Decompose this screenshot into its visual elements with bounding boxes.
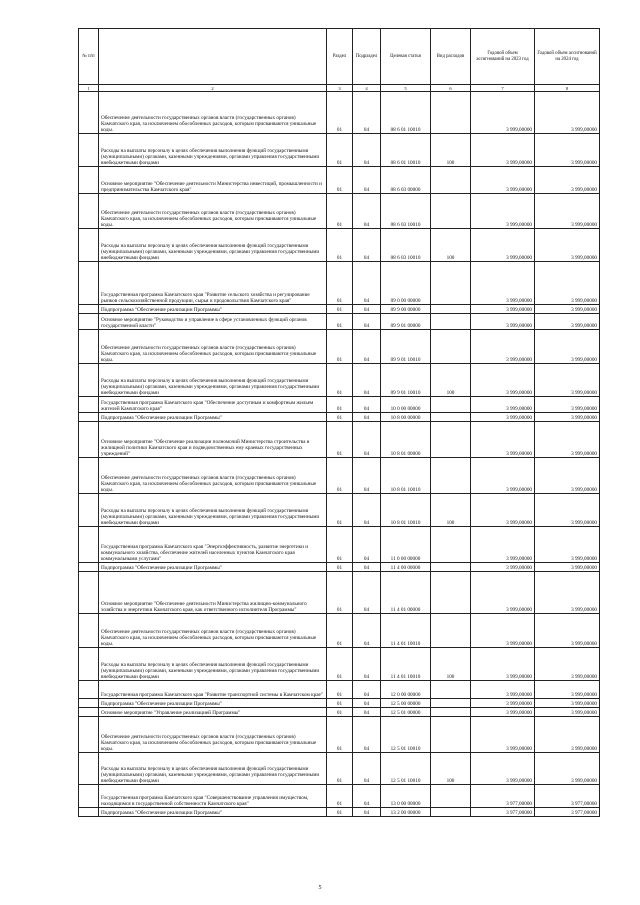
row-amount-2023: 3 999,00000 [471,262,535,305]
row-name: Расходы на выплаты персоналу в целях обеспечения выполнения функций государственными (муниципальными) органами, казенными учреждениями, органами управления государственными внебюджетными фондами [99,229,327,262]
column-number-row [79,85,600,92]
table-row [79,717,600,753]
row-expense-type [431,699,471,708]
row-num [79,330,99,364]
row-podrazdel: 04 [353,330,381,364]
column-number: 6 [431,85,471,92]
row-amount-2024: 3 999,00000 [535,648,600,681]
row-amount-2023: 3 999,00000 [471,614,535,648]
row-num [79,229,99,262]
row-podrazdel: 04 [353,314,381,330]
row-name: Подпрограмма "Обеспечение реализации Программы" [99,413,327,422]
row-podrazdel: 04 [353,681,381,699]
row-name: Подпрограмма "Обеспечение реализации Программы" [99,808,327,817]
row-expense-type: 100 [431,753,471,785]
row-podrazdel: 04 [353,708,381,717]
row-razdel: 01 [327,648,353,681]
column-number: 7 [471,85,535,92]
row-target-article: 09 0 00 00000 [381,262,431,305]
row-podrazdel: 04 [353,785,381,808]
column-number: 3 [327,85,353,92]
row-name: Государственная программа Камчатского края "Совершенствование управления имуществом, находящимся в государственной собственности Камчатского края" [99,785,327,808]
row-target-article: 11 4 01 10010 [381,648,431,681]
row-razdel: 01 [327,572,353,614]
row-num [79,413,99,422]
row-name: Обеспечение деятельности государственных органов власти (государственных органов) Камчатского края, за исключением обособленных расходов, которым присваиваются уникальные коды. [99,614,327,648]
row-expense-type [431,92,471,134]
row-target-article: 12 5 01 10010 [381,717,431,753]
table-row [79,614,600,648]
row-expense-type [431,708,471,717]
row-num [79,808,99,817]
row-podrazdel: 04 [353,648,381,681]
row-amount-2023: 3 999,00000 [471,305,535,314]
row-expense-type [431,808,471,817]
row-razdel: 01 [327,167,353,194]
column-number: 4 [353,85,381,92]
row-amount-2023: 3 999,00000 [471,134,535,167]
row-podrazdel: 04 [353,494,381,527]
col-header-podrazdel: Подраздел [353,29,381,85]
row-num [79,422,99,458]
row-name: Государственная программа Камчатского края "Обеспечение доступным и комфортным жильем жителей Камчатского края" [99,397,327,413]
row-name: Обеспечение деятельности государственных органов власти (государственных органов) Камчатского края, за исключением обособленных расходов, которым присваиваются уникальные коды. [99,330,327,364]
row-amount-2024: 3 999,00000 [535,717,600,753]
row-num [79,785,99,808]
row-razdel: 01 [327,364,353,397]
row-podrazdel: 04 [353,458,381,494]
row-name: Основное мероприятие "Управление реализацией Программы" [99,708,327,717]
row-podrazdel: 04 [353,167,381,194]
row-amount-2023: 3 999,00000 [471,699,535,708]
row-podrazdel: 04 [353,364,381,397]
row-amount-2023: 3 999,00000 [471,92,535,134]
col-header-2024: Годовой объем ассигнований на 2024 год [535,29,600,85]
row-name: Государственная программа Камчатского края "Развитие транспортной системы в Камчатском крае" [99,681,327,699]
table-row [79,397,600,413]
row-name: Основное мероприятие "Обеспечение реализации полномочий Министерства строительства и жилищной политики Камчатского края и подведомственных ему краевых государственных учреждений" [99,422,327,458]
row-name: Обеспечение деятельности государственных органов власти (государственных органов) Камчатского края, за исключением обособленных расходов, которым присваиваются уникальные коды. [99,194,327,229]
row-amount-2023: 3 977,00000 [471,808,535,817]
row-name: Государственная программа Камчатского края "Развитие сельского хозяйства и регулирование рынков сельскохозяйственной продукции, сырья и продовольствия Камчатского края" [99,262,327,305]
table-row [79,262,600,305]
row-num [79,699,99,708]
row-amount-2023: 3 999,00000 [471,167,535,194]
table-row [79,305,600,314]
row-num [79,167,99,194]
row-expense-type [431,563,471,572]
row-podrazdel: 04 [353,262,381,305]
table-row [79,364,600,397]
row-amount-2024: 3 999,00000 [535,167,600,194]
row-expense-type: 100 [431,494,471,527]
row-amount-2024: 3 999,00000 [535,614,600,648]
table-row [79,648,600,681]
row-expense-type: 100 [431,364,471,397]
row-podrazdel: 04 [353,614,381,648]
row-amount-2023: 3 977,00000 [471,785,535,808]
row-amount-2024: 3 999,00000 [535,364,600,397]
row-name: Основное мероприятие "Обеспечение деятельности Министерства жилищно-коммунального хозяйства и энергетики Камчатского края, как ответственного исполнителя Программы" [99,572,327,614]
row-amount-2024: 3 999,00000 [535,699,600,708]
row-amount-2024: 3 999,00000 [535,194,600,229]
column-number: 8 [535,85,600,92]
row-amount-2024: 3 999,00000 [535,572,600,614]
row-amount-2023: 3 999,00000 [471,330,535,364]
row-num [79,648,99,681]
row-target-article: 13 2 00 00000 [381,808,431,817]
row-razdel: 01 [327,753,353,785]
table-row [79,681,600,699]
row-amount-2024: 3 999,00000 [535,494,600,527]
row-podrazdel: 04 [353,527,381,563]
row-amount-2023: 3 999,00000 [471,397,535,413]
row-razdel: 01 [327,808,353,817]
table-row [79,699,600,708]
row-num [79,194,99,229]
table-header-row [79,29,600,85]
row-razdel: 01 [327,229,353,262]
row-amount-2023: 3 999,00000 [471,229,535,262]
row-amount-2023: 3 999,00000 [471,194,535,229]
row-amount-2023: 3 999,00000 [471,527,535,563]
row-num [79,563,99,572]
row-num [79,458,99,494]
row-expense-type [431,194,471,229]
row-razdel: 01 [327,563,353,572]
column-number: 5 [381,85,431,92]
row-target-article: 13 0 00 00000 [381,785,431,808]
row-podrazdel: 04 [353,194,381,229]
table-row [79,229,600,262]
row-amount-2024: 3 977,00000 [535,808,600,817]
row-amount-2024: 3 999,00000 [535,397,600,413]
row-num [79,494,99,527]
row-target-article: 12 0 00 00000 [381,681,431,699]
table-row [79,753,600,785]
table-row [79,413,600,422]
row-num [79,314,99,330]
col-header-target-article: Целевая статья [381,29,431,85]
row-amount-2024: 3 999,00000 [535,330,600,364]
row-razdel: 01 [327,527,353,563]
row-target-article: 11 4 01 10010 [381,614,431,648]
table-row [79,572,600,614]
row-target-article: 09 9 01 10010 [381,364,431,397]
col-header-name [99,29,327,85]
row-amount-2024: 3 999,00000 [535,413,600,422]
row-target-article: 11 4 00 00000 [381,563,431,572]
row-name: Подпрограмма "Обеспечение реализации Программы" [99,563,327,572]
row-podrazdel: 04 [353,305,381,314]
row-amount-2024: 3 999,00000 [535,681,600,699]
table-row [79,134,600,167]
row-razdel: 01 [327,458,353,494]
row-target-article: 10 8 01 00000 [381,422,431,458]
column-number: 2 [99,85,327,92]
row-num [79,572,99,614]
row-expense-type: 100 [431,648,471,681]
row-amount-2023: 3 999,00000 [471,364,535,397]
row-num [79,262,99,305]
row-amount-2024: 3 999,00000 [535,262,600,305]
column-number: 1 [79,85,99,92]
col-header-razdel: Раздел [327,29,353,85]
table-row [79,527,600,563]
row-target-article: 09 9 01 00000 [381,314,431,330]
row-num [79,681,99,699]
row-num [79,527,99,563]
col-header-2023: Годовой объем ассигнований на 2023 год [471,29,535,85]
row-target-article: 08 6 03 10010 [381,194,431,229]
row-amount-2023: 3 999,00000 [471,708,535,717]
row-expense-type [431,681,471,699]
row-target-article: 10 8 01 10010 [381,458,431,494]
row-razdel: 01 [327,413,353,422]
row-amount-2024: 3 977,00000 [535,785,600,808]
row-razdel: 01 [327,699,353,708]
row-name: Подпрограмма "Обеспечение реализации Программы" [99,699,327,708]
row-razdel: 01 [327,494,353,527]
row-amount-2023: 3 999,00000 [471,314,535,330]
row-amount-2023: 3 999,00000 [471,413,535,422]
row-expense-type: 100 [431,134,471,167]
row-razdel: 01 [327,785,353,808]
row-target-article: 12 5 00 00000 [381,699,431,708]
table-row [79,808,600,817]
row-podrazdel: 04 [353,397,381,413]
row-amount-2023: 3 999,00000 [471,681,535,699]
row-name: Подпрограмма "Обеспечение реализации Программы" [99,305,327,314]
row-amount-2024: 3 999,00000 [535,134,600,167]
row-expense-type [431,527,471,563]
budget-table [78,28,600,817]
row-expense-type [431,397,471,413]
row-amount-2024: 3 999,00000 [535,422,600,458]
row-name: Расходы на выплаты персоналу в целях обеспечения выполнения функций государственными (муниципальными) органами, казенными учреждениями, органами управления государственными внебюджетными фондами [99,648,327,681]
row-num [79,397,99,413]
row-amount-2024: 3 999,00000 [535,753,600,785]
row-expense-type: 100 [431,229,471,262]
row-target-article: 12 5 01 00000 [381,708,431,717]
table-row [79,563,600,572]
row-amount-2023: 3 999,00000 [471,458,535,494]
row-num [79,364,99,397]
row-razdel: 01 [327,614,353,648]
table-row [79,167,600,194]
row-expense-type [431,262,471,305]
row-expense-type [431,314,471,330]
row-num [79,614,99,648]
row-expense-type [431,717,471,753]
table-row [79,458,600,494]
row-podrazdel: 04 [353,717,381,753]
row-amount-2023: 3 999,00000 [471,494,535,527]
row-podrazdel: 04 [353,422,381,458]
table-row [79,785,600,808]
row-amount-2024: 3 999,00000 [535,527,600,563]
row-amount-2023: 3 999,00000 [471,717,535,753]
row-podrazdel: 04 [353,572,381,614]
row-podrazdel: 04 [353,92,381,134]
row-razdel: 01 [327,134,353,167]
row-expense-type [431,572,471,614]
row-amount-2024: 3 999,00000 [535,229,600,262]
row-podrazdel: 04 [353,753,381,785]
row-name: Основное мероприятие "Руководство и управление в сфере установленных функций органов государственной власти" [99,314,327,330]
row-amount-2023: 3 999,00000 [471,563,535,572]
row-num [79,753,99,785]
row-razdel: 01 [327,681,353,699]
row-target-article: 10 8 01 10010 [381,494,431,527]
row-razdel: 01 [327,397,353,413]
row-expense-type [431,422,471,458]
row-razdel: 01 [327,262,353,305]
row-expense-type [431,458,471,494]
row-podrazdel: 04 [353,699,381,708]
row-podrazdel: 04 [353,563,381,572]
row-amount-2023: 3 999,00000 [471,753,535,785]
table-row [79,92,600,134]
col-header-num: № п/п [79,29,99,85]
row-razdel: 01 [327,92,353,134]
row-target-article: 11 0 00 00000 [381,527,431,563]
row-target-article: 09 9 01 10010 [381,330,431,364]
row-target-article: 11 4 01 00000 [381,572,431,614]
table-row [79,708,600,717]
row-target-article: 08 6 01 10010 [381,134,431,167]
row-name: Обеспечение деятельности государственных органов власти (государственных органов) Камчатского края, за исключением обособленных расходов, которым присваиваются уникальные коды. [99,717,327,753]
row-expense-type [431,785,471,808]
row-amount-2024: 3 999,00000 [535,458,600,494]
row-num [79,717,99,753]
row-razdel: 01 [327,708,353,717]
row-amount-2024: 3 999,00000 [535,92,600,134]
row-num [79,92,99,134]
page-number: 5 [318,885,322,891]
row-name: Обеспечение деятельности государственных органов власти (государственных органов) Камчатского края, за исключением обособленных расходов, которым присваиваются уникальные коды. [99,458,327,494]
row-podrazdel: 04 [353,134,381,167]
row-amount-2024: 3 999,00000 [535,563,600,572]
table-row [79,494,600,527]
row-num [79,708,99,717]
row-name: Расходы на выплаты персоналу в целях обеспечения выполнения функций государственными (муниципальными) органами, казенными учреждениями, органами управления государственными внебюджетными фондами [99,494,327,527]
row-razdel: 01 [327,305,353,314]
row-name: Расходы на выплаты персоналу в целях обеспечения выполнения функций государственными (муниципальными) органами, казенными учреждениями, органами управления государственными внебюджетными фондами [99,364,327,397]
row-amount-2023: 3 999,00000 [471,422,535,458]
row-podrazdel: 04 [353,808,381,817]
row-podrazdel: 04 [353,229,381,262]
row-name: Основное мероприятие "Обеспечение деятельности Министерства инвестиций, промышленности и предпринимательства Камчатского края" [99,167,327,194]
row-razdel: 01 [327,314,353,330]
table-row [79,330,600,364]
row-target-article: 08 6 03 10010 [381,229,431,262]
row-name: Обеспечение деятельности государственных органов власти (государственных органов) Камчатского края, за исключением обособленных расходов, которым присваиваются уникальные коды. [99,92,327,134]
row-target-article: 10 0 00 00000 [381,397,431,413]
row-name: Расходы на выплаты персоналу в целях обеспечения выполнения функций государственными (муниципальными) органами, казенными учреждениями, органами управления государственными внебюджетными фондами [99,134,327,167]
row-razdel: 01 [327,422,353,458]
row-podrazdel: 04 [353,413,381,422]
row-amount-2024: 3 999,00000 [535,305,600,314]
row-expense-type [431,413,471,422]
row-name: Расходы на выплаты персоналу в целях обеспечения выполнения функций государственными (муниципальными) органами, казенными учреждениями, органами управления государственными внебюджетными фондами [99,753,327,785]
row-expense-type [431,305,471,314]
row-target-article: 09 9 00 00000 [381,305,431,314]
row-expense-type [431,614,471,648]
row-amount-2023: 3 999,00000 [471,572,535,614]
row-amount-2024: 3 999,00000 [535,314,600,330]
row-expense-type [431,330,471,364]
row-num [79,305,99,314]
row-target-article: 08 6 03 00000 [381,167,431,194]
row-num [79,134,99,167]
row-expense-type [431,167,471,194]
table-row [79,194,600,229]
table-row [79,314,600,330]
row-name: Государственная программа Камчатского края "Энергоэффективность, развитие энергетики и коммунального хозяйства, обеспечение жителей населенных пунктов Камчатского края коммунальными услугами" [99,527,327,563]
row-target-article: 08 6 01 10010 [381,92,431,134]
row-razdel: 01 [327,194,353,229]
row-amount-2024: 3 999,00000 [535,708,600,717]
row-razdel: 01 [327,330,353,364]
row-target-article: 12 5 01 10010 [381,753,431,785]
col-header-expense-type: Вид расходов [431,29,471,85]
row-target-article: 10 8 00 00000 [381,413,431,422]
row-razdel: 01 [327,717,353,753]
row-amount-2023: 3 999,00000 [471,648,535,681]
table-row [79,422,600,458]
